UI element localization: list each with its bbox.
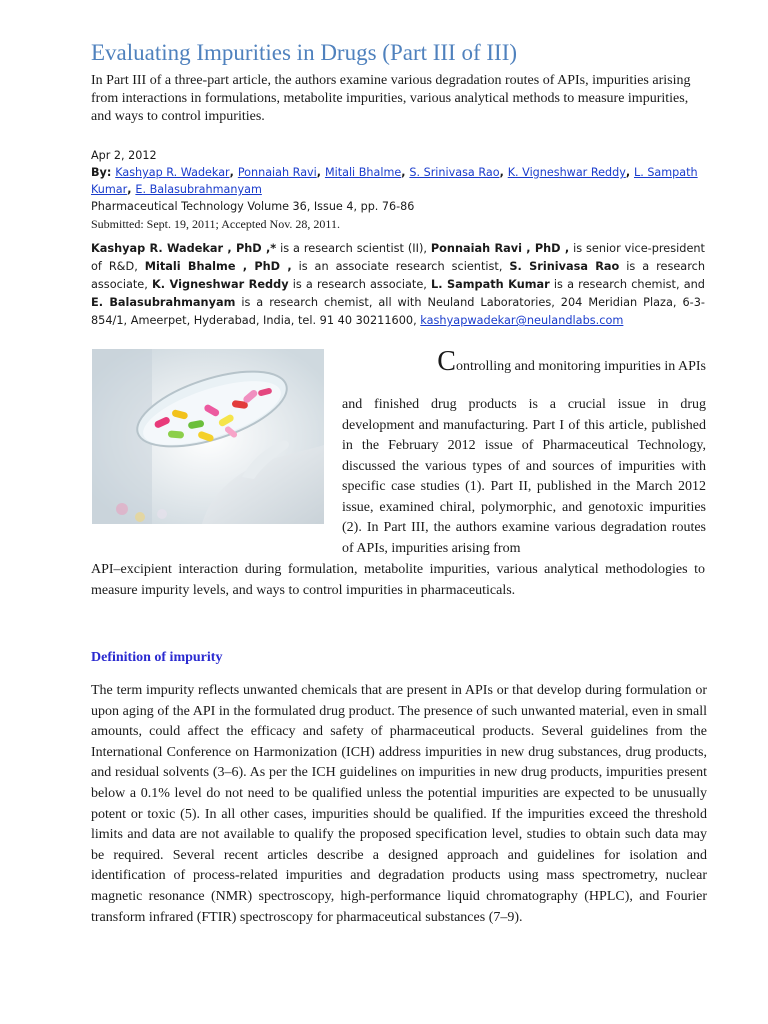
- journal-citation: Pharmaceutical Technology Volume 36, Issue 4, pp. 76-86: [91, 200, 415, 213]
- author-link[interactable]: Mitali Bhalme: [324, 166, 402, 179]
- author-name: Mitali Bhalme , PhD ,: [144, 260, 292, 273]
- affiliation-text: is senior vice-president of R&D,: [91, 242, 705, 273]
- author-affiliations: [91, 240, 705, 330]
- byline-prefix: By:: [91, 166, 112, 179]
- author-link[interactable]: L. Sampath Kumar: [91, 166, 698, 196]
- affiliation-text: is a research chemist, all with Neuland Laboratories, 204 Meridian Plaza, 6-3-854/1, Ameerpet, Hyderabad, India, tel. 91 40 30211600,: [91, 296, 705, 327]
- intro-continued-text: API–excipient interaction during formulation, metabolite impurities, various analytical methodologies to measure impurity levels, and ways to control impurities in pharmaceuticals.: [91, 562, 705, 598]
- section-body: The term impurity reflects unwanted chemicals that are present in APIs or that develop during formulation or upon aging of the API in the formulated drug product. The presence of such unwanted material, even in small amounts, could affect the efficacy and safety of pharmaceutical products. Several guidelines from the International Conference on Harmonization (ICH) address impurities in new drug substances, drug products, and residual solvents (3–6). As per the ICH guidelines on impurities in new drug products, impurities present below a 0.1% level do not need to be qualified unless the potential impurities are expected to be unusually potent or toxic (5). In all other cases, impurities should be qualified. If the impurities exceed the threshold limits and data are not available to qualify the proposed specification level, studies to obtain such data may be required. Several recent articles describe a designed approach and guidelines for isolation and identification of process-related impurities and degradation products using mass spectrometry, nuclear magnetic resonance (NMR) spectroscopy, high-performance liquid chromatography (HPLC), and Fourier transform infrared (FTIR) spectroscopy for pharmaceutical substances (7–9).: [91, 683, 707, 925]
- affiliation-text: is an associate research scientist,: [291, 260, 510, 273]
- intro-column-text: and finished drug products is a crucial issue in drug development and manufacturing. Part I of this article, published in the February 2012 issue of Pharmaceutical Technology, discussed the various types of and sources of impurities with specific case studies (1). Part II, published in the March 2012 issue, examined chiral, polymorphic, and genotoxic impurities (2). In Part III, the authors examine various degradation routes of APIs, impurities arising from: [342, 397, 706, 556]
- affiliation-text: is a research associate,: [91, 260, 705, 291]
- drop-cap: C: [437, 346, 456, 377]
- publish-date: Apr 2, 2012: [91, 149, 157, 162]
- author-link[interactable]: Ponnaiah Ravi: [237, 166, 317, 179]
- author-name: Kashyap R. Wadekar , PhD ,*: [91, 242, 277, 255]
- affiliation-text: is a research associate,: [288, 278, 432, 291]
- intro-first-line: [342, 348, 706, 377]
- byline: By: Kashyap R. Wadekar, Ponnaiah Ravi, Mitali Bhalme, S. Srinivasa Rao, K. Vigneshwar Reddy, L. Sampath Kumar, E. Balasubrahmanyam: [91, 166, 698, 196]
- author-name: E. Balasubrahmanyam: [91, 296, 236, 309]
- affiliation-text: is a research chemist, and: [549, 278, 705, 291]
- intro-first-line-text: ontrolling and monitoring impurities in APIs: [455, 359, 706, 374]
- gloved-hand-petri-dish-illustration: [92, 349, 324, 524]
- author-link[interactable]: E. Balasubrahmanyam: [135, 183, 262, 196]
- author-name: S. Srinivasa Rao: [509, 260, 620, 273]
- author-link[interactable]: K. Vigneshwar Reddy: [507, 166, 626, 179]
- article-photo: [92, 349, 324, 524]
- article-title: Evaluating Impurities in Drugs (Part III of III): [91, 40, 518, 65]
- submission-dates: Submitted: Sept. 19, 2011; Accepted Nov. 28, 2011.: [91, 217, 340, 231]
- section-heading: Definition of impurity: [91, 650, 223, 665]
- author-link[interactable]: S. Srinivasa Rao: [409, 166, 500, 179]
- email-link[interactable]: kashyapwadekar@neulandlabs.com: [420, 314, 624, 327]
- author-link[interactable]: Kashyap R. Wadekar: [115, 166, 230, 179]
- article-lead: In Part III of a three-part article, the authors examine various degradation routes of APIs, impurities arising from interactions in formulations, metabolite impurities, various analytical methods to measure impurities, and ways to control impurities.: [91, 73, 691, 124]
- author-name: Ponnaiah Ravi , PhD ,: [430, 242, 570, 255]
- affiliation-text: is a research scientist (II),: [276, 242, 431, 255]
- author-name: L. Sampath Kumar: [431, 278, 550, 291]
- author-name: K. Vigneshwar Reddy: [152, 278, 289, 291]
